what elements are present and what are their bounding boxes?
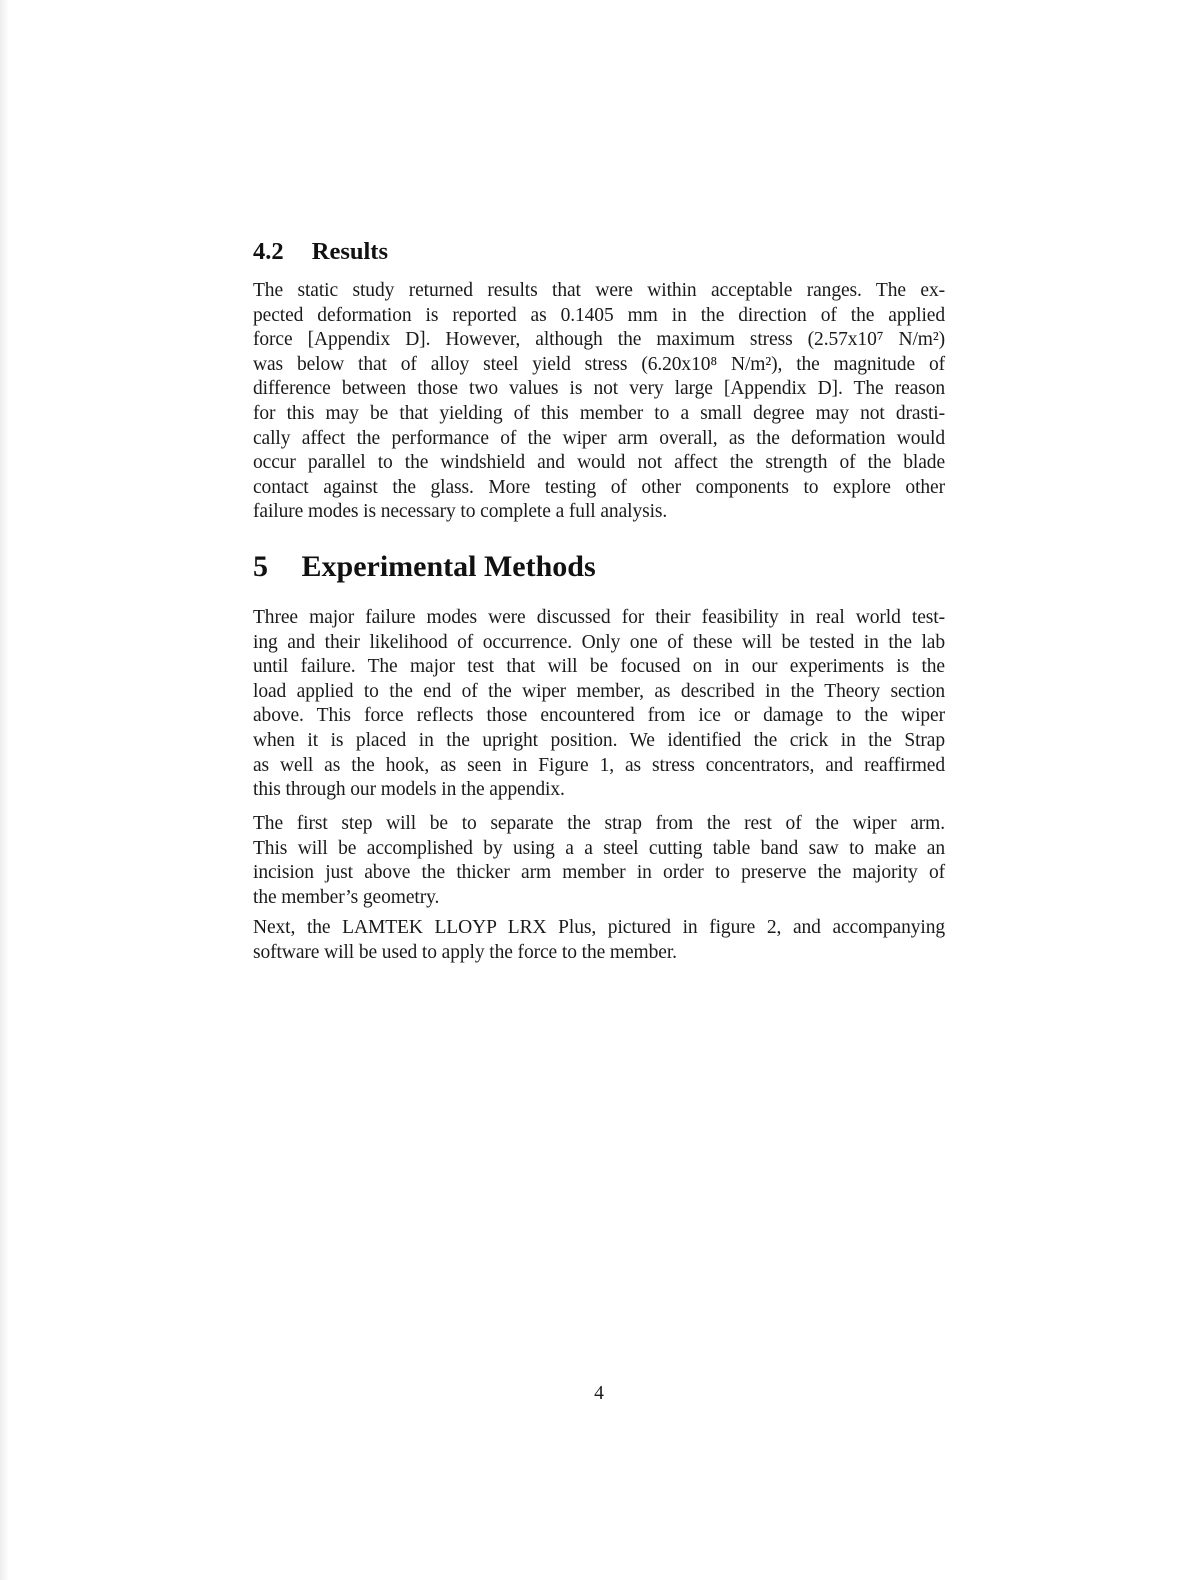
page-left-edge-shadow <box>0 0 9 1580</box>
text-line: Next, the LAMTEK LLOYP LRX Plus, pictured in figure 2, and accompanying <box>253 917 945 938</box>
section-number: 5 <box>253 550 268 583</box>
text-line: force [Appendix D]. However, although the maximum stress (2.57x10⁷ N/m²) <box>253 329 945 351</box>
text-line: software will be used to apply the force to the member. <box>253 941 677 963</box>
text-line: above. This force reflects those encountered from ice or damage to the wiper <box>253 705 945 727</box>
page-number: 4 <box>594 1383 604 1404</box>
text-line: as well as the hook, as seen in Figure 1, as stress concentrators, and reaffirmed <box>253 754 945 776</box>
text-line: until failure. The major test that will be focused on in our experiments is the <box>253 656 945 678</box>
paragraph-experimental-2 <box>253 812 945 910</box>
paragraph-results <box>253 279 945 525</box>
text-line: This will be accomplished by using a a steel cutting table band saw to make an <box>253 837 945 859</box>
text-line: this through our models in the appendix. <box>253 779 565 801</box>
text-block <box>253 0 945 1580</box>
text-line: incision just above the thicker arm member in order to preserve the majority of <box>253 862 945 884</box>
paragraph-experimental-1 <box>253 606 945 803</box>
text-line: pected deformation is reported as 0.1405 mm in the direction of the applied <box>253 304 945 326</box>
text-line: failure modes is necessary to complete a full analysis. <box>253 501 668 523</box>
subsection-number: 4.2 <box>253 238 284 265</box>
paragraph-experimental-3 <box>253 916 945 965</box>
text-line: cally affect the performance of the wiper arm overall, as the deformation would <box>253 427 945 449</box>
text-line: occur parallel to the windshield and would not affect the strength of the blade <box>253 452 945 474</box>
section-heading-experimental-methods <box>253 552 596 582</box>
text-line: difference between those two values is not very large [Appendix D]. The reason <box>253 378 945 400</box>
text-line: Three major failure modes were discussed for their feasibility in real world test- <box>253 607 945 628</box>
subsection-title: Results <box>311 238 388 265</box>
text-line: was below that of alloy steel yield stress (6.20x10⁸ N/m²), the magnitude of <box>253 353 945 375</box>
text-line: load applied to the end of the wiper member, as described in the Theory section <box>253 680 945 702</box>
text-line: ing and their likelihood of occurrence. Only one of these will be tested in the lab <box>253 631 945 653</box>
subsection-heading-results <box>253 240 388 265</box>
text-line: when it is placed in the upright position. We identified the crick in the Strap <box>253 729 945 751</box>
text-line: The static study returned results that were within acceptable ranges. The ex- <box>253 280 945 301</box>
text-line: The first step will be to separate the strap from the rest of the wiper arm. <box>253 813 945 834</box>
text-line: for this may be that yielding of this member to a small degree may not drasti- <box>253 402 945 424</box>
text-line: the member’s geometry. <box>253 886 440 908</box>
section-title: Experimental Methods <box>301 550 596 583</box>
text-line: contact against the glass. More testing of other components to explore other <box>253 476 945 498</box>
